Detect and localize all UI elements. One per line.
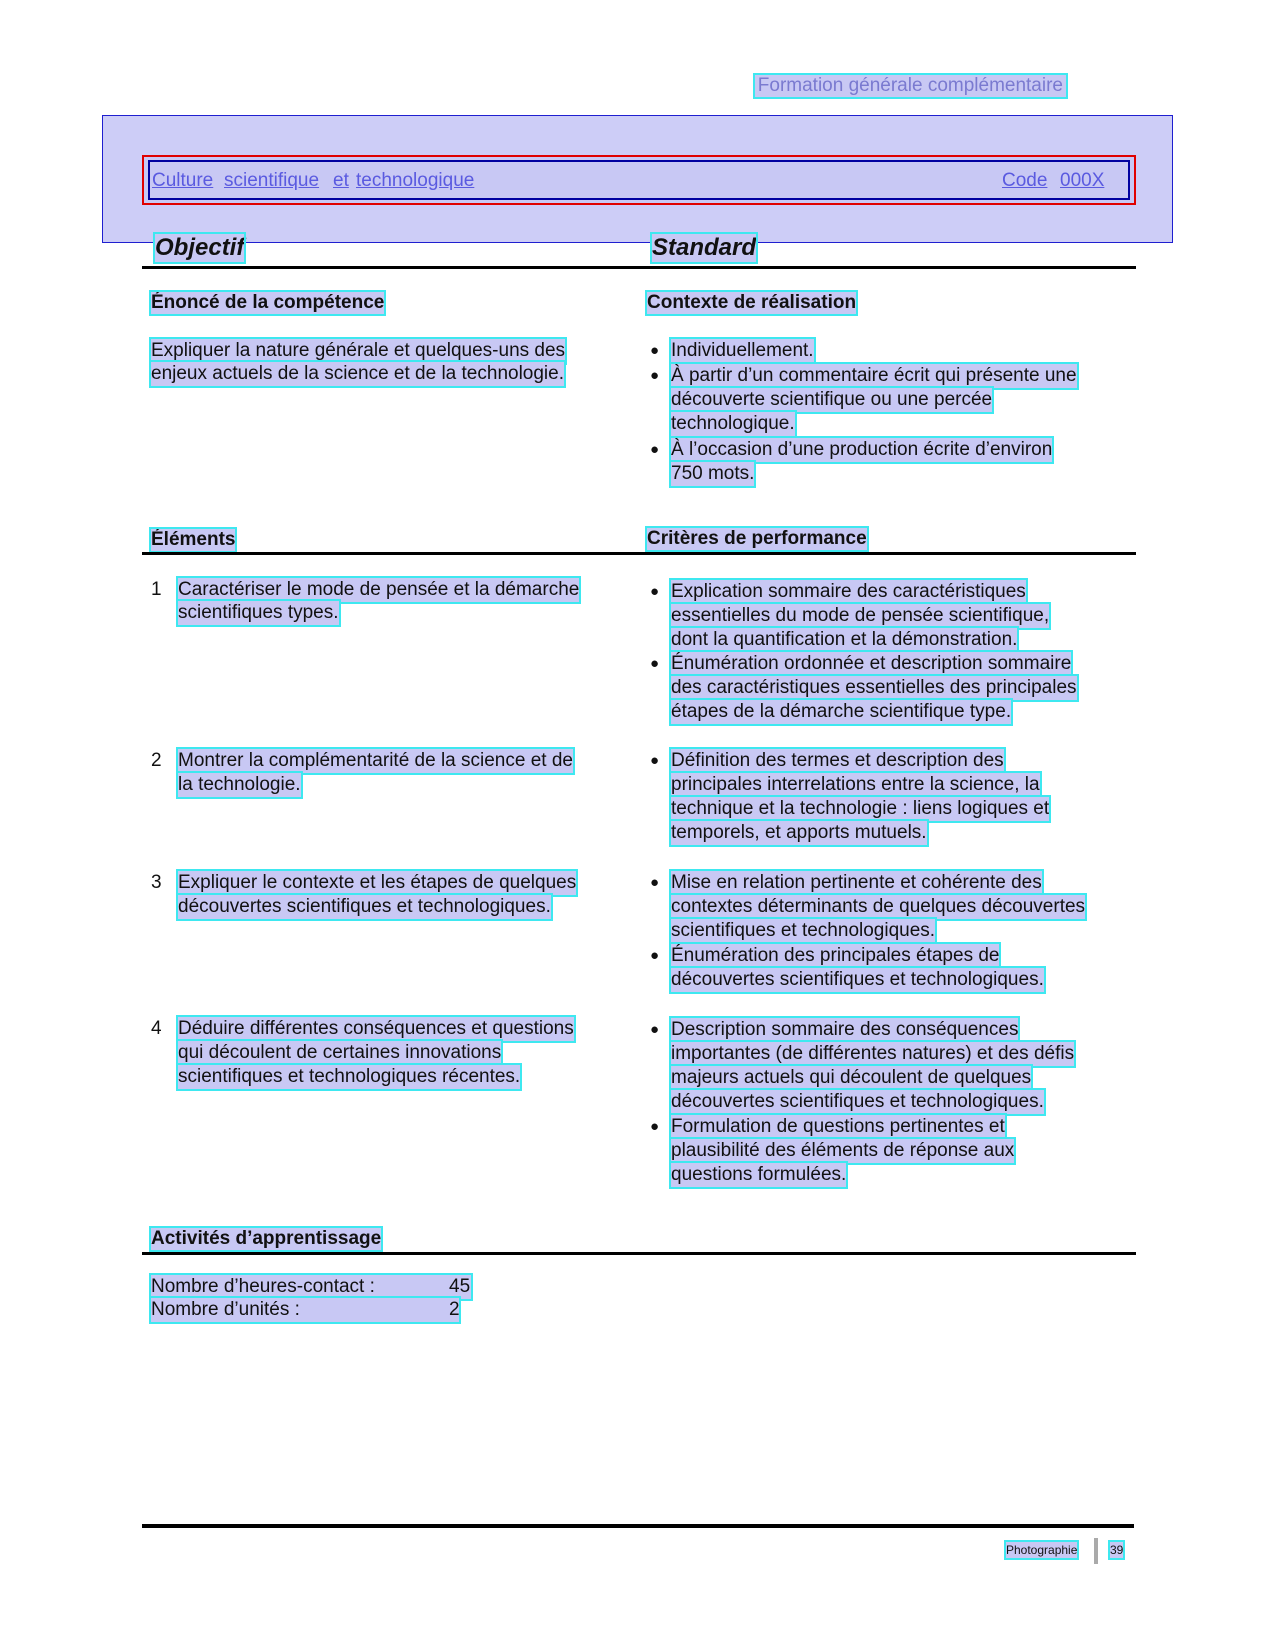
elements-heading: Éléments: [151, 529, 236, 550]
context-bullet-line: À partir d’un commentaire écrit qui présente une: [671, 365, 1077, 386]
criterion-line: Formulation de questions pertinentes et: [671, 1116, 1005, 1137]
criterion-line: Énumération des principales étapes de: [671, 945, 1000, 966]
element-number: 1: [151, 579, 162, 600]
element-number: 3: [151, 872, 162, 893]
context-bullet-line: À l’occasion d’une production écrite d’environ: [671, 439, 1053, 460]
criterion-line: technique et la technologie : liens logiques et: [671, 798, 1050, 819]
bullet-icon: ●: [650, 1021, 660, 1038]
competence-statement-line: enjeux actuels de la science et de la technologie.: [151, 363, 564, 384]
activities-heading: Activités d’apprentissage: [151, 1228, 382, 1249]
divider: [142, 1252, 1136, 1255]
bullet-icon: ●: [650, 874, 660, 891]
hours-contact-value: 45: [449, 1276, 471, 1297]
bullet-icon: ●: [650, 947, 660, 964]
criterion-line: découvertes scientifiques et technologiques.: [671, 969, 1044, 990]
element-text-line: Expliquer le contexte et les étapes de quelques: [178, 872, 577, 893]
page-number: 39: [1110, 1543, 1124, 1557]
objective-column-heading: Objectif: [155, 234, 245, 261]
element-number: 4: [151, 1018, 162, 1039]
title-word: technologique: [356, 170, 475, 191]
element-number: 2: [151, 750, 162, 771]
bullet-icon: ●: [650, 752, 660, 769]
footer-label: Photographie: [1006, 1543, 1078, 1557]
course-title-bar: [142, 155, 1136, 205]
context-bullet-line: découverte scientifique ou une percée: [671, 389, 993, 410]
hours-contact-row: [151, 1275, 471, 1299]
context-bullet-line: Individuellement.: [671, 340, 814, 361]
criterion-line: essentielles du mode de pensée scientifique,: [671, 605, 1050, 626]
criterion-line: dont la quantification et la démonstration.: [671, 629, 1018, 650]
code-value: 000X: [1060, 170, 1105, 191]
bullet-icon: ●: [650, 655, 660, 672]
document-section-label: Formation générale complémentaire: [755, 75, 1066, 97]
units-value: 2: [449, 1299, 460, 1320]
divider: [142, 266, 1136, 269]
element-text-line: scientifiques types.: [178, 602, 339, 623]
performance-criteria-heading: Critères de performance: [647, 528, 867, 549]
title-word: Culture: [152, 170, 214, 191]
criterion-line: découvertes scientifiques et technologiques.: [671, 1091, 1044, 1112]
bullet-icon: ●: [650, 342, 660, 359]
bullet-icon: ●: [650, 367, 660, 384]
standard-column-heading: Standard: [652, 234, 757, 261]
criterion-line: temporels, et apports mutuels.: [671, 822, 927, 843]
element-text-line: Déduire différentes conséquences et questions: [178, 1018, 574, 1039]
units-row: [151, 1298, 459, 1322]
criterion-line: étapes de la démarche scientifique type.: [671, 701, 1012, 722]
criterion-line: principales interrelations entre la science, la: [671, 774, 1040, 795]
criterion-line: importantes (de différentes natures) et des défis: [671, 1043, 1075, 1064]
criterion-line: Explication sommaire des caractéristiques: [671, 581, 1026, 602]
element-text-line: Montrer la complémentarité de la science et de: [178, 750, 573, 771]
divider: [142, 552, 1136, 555]
bullet-icon: ●: [650, 583, 660, 600]
criterion-line: plausibilité des éléments de réponse aux: [671, 1140, 1015, 1161]
criterion-line: des caractéristiques essentielles des principales: [671, 677, 1077, 698]
context-bullet-line: 750 mots.: [671, 463, 755, 484]
competence-statement-line: Expliquer la nature générale et quelques-uns des: [151, 340, 566, 361]
element-text-line: qui découlent de certaines innovations: [178, 1042, 502, 1063]
title-word: scientifique: [224, 170, 320, 191]
criterion-line: Description sommaire des conséquences: [671, 1019, 1019, 1040]
code-label: Code: [1002, 170, 1048, 191]
criterion-line: questions formulées.: [671, 1164, 847, 1185]
units-label: Nombre d’unités :: [151, 1299, 300, 1320]
element-text-line: la technologie.: [178, 774, 301, 795]
bullet-icon: ●: [650, 1118, 660, 1135]
hours-contact-label: Nombre d’heures-contact :: [151, 1276, 375, 1297]
competence-heading: Énoncé de la compétence: [151, 292, 385, 313]
title-word: et: [333, 170, 349, 191]
element-text-line: découvertes scientifiques et technologiques.: [178, 896, 551, 917]
bullet-icon: ●: [650, 441, 660, 458]
context-heading: Contexte de réalisation: [647, 292, 857, 313]
criterion-line: Énumération ordonnée et description sommaire: [671, 653, 1072, 674]
footer-separator: [1094, 1538, 1098, 1564]
element-text-line: Caractériser le mode de pensée et la démarche: [178, 579, 580, 600]
criterion-line: majeurs actuels qui découlent de quelques: [671, 1067, 1032, 1088]
element-text-line: scientifiques et technologiques récentes.: [178, 1066, 521, 1087]
criterion-line: Mise en relation pertinente et cohérente des: [671, 872, 1042, 893]
criterion-line: contextes déterminants de quelques découvertes: [671, 896, 1086, 917]
footer-rule: [142, 1524, 1134, 1528]
criterion-line: scientifiques et technologiques.: [671, 920, 936, 941]
criterion-line: Définition des termes et description des: [671, 750, 1004, 771]
context-bullet-line: technologique.: [671, 413, 795, 434]
